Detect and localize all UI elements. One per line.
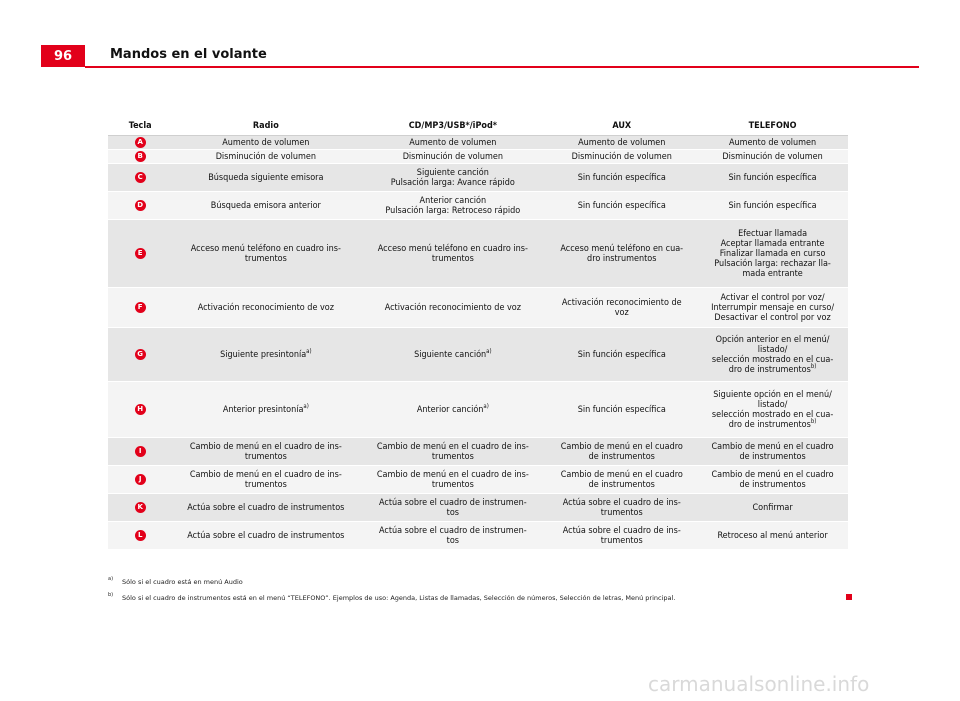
table-cell <box>172 466 359 494</box>
table-row <box>108 136 848 150</box>
table-cell <box>697 192 848 220</box>
column-header: AUX <box>546 117 697 136</box>
table-cell <box>359 288 546 328</box>
cell-text: Cambio de menú en el cuadro de instrumentos <box>711 469 834 490</box>
table-row <box>108 438 848 466</box>
table-cell <box>172 220 359 288</box>
cell-text: Sin función específica <box>577 404 666 415</box>
key-badge: L <box>135 530 146 541</box>
cell-text: Anterior presintonía <box>222 404 304 415</box>
cell-text: Cambio de menú en el cuadro de ins- trumentos <box>189 469 342 490</box>
footnotes <box>108 578 848 610</box>
cell-text: Opción anterior en el menú/ listado/ selección mostrado en el cua- dro de instrumentos <box>711 334 834 375</box>
column-header: Tecla <box>108 117 172 136</box>
table-cell <box>546 288 697 328</box>
footnote <box>108 594 848 602</box>
cell-text: Actúa sobre el cuadro de instrumen- tos <box>379 525 527 546</box>
cell-text: Aumento de volumen <box>728 137 817 148</box>
table-cell <box>697 150 848 164</box>
cell-text: Actúa sobre el cuadro de ins- trumentos <box>562 525 681 546</box>
cell-text: Disminución de volumen <box>215 151 316 162</box>
table-header-row <box>108 117 848 136</box>
cell-text: Anterior canción Pulsación larga: Retroceso rápido <box>385 195 521 216</box>
key-cell <box>108 382 172 438</box>
table-cell <box>359 192 546 220</box>
key-cell <box>108 164 172 192</box>
cell-text: Actúa sobre el cuadro de instrumentos <box>187 530 345 541</box>
key-badge: E <box>135 248 146 259</box>
table-cell <box>359 328 546 382</box>
key-cell <box>108 150 172 164</box>
footnote-ref: b) <box>810 362 817 370</box>
table-row <box>108 220 848 288</box>
key-badge: A <box>135 137 146 148</box>
cell-text: Siguiente opción en el menú/ listado/ selección mostrado en el cua- dro de instrumentos <box>711 389 834 430</box>
key-cell <box>108 466 172 494</box>
key-badge: K <box>135 502 146 513</box>
cell-text: Acceso menú teléfono en cuadro ins- trumentos <box>377 243 528 264</box>
table-cell <box>546 494 697 522</box>
cell-text: Sin función específica <box>577 172 666 183</box>
table-row <box>108 192 848 220</box>
cell-text: Cambio de menú en el cuadro de ins- trumentos <box>376 469 529 490</box>
table-cell <box>172 438 359 466</box>
cell-text: Cambio de menú en el cuadro de ins- trumentos <box>376 441 529 462</box>
table-cell <box>697 220 848 288</box>
cell-text: Retroceso al menú anterior <box>717 530 828 541</box>
cell-text: Cambio de menú en el cuadro de instrumentos <box>711 441 834 462</box>
key-badge: B <box>135 151 146 162</box>
table-cell <box>359 164 546 192</box>
footnote-mark: a) <box>108 576 114 582</box>
table-cell <box>172 522 359 550</box>
table-cell <box>359 382 546 438</box>
key-badge: F <box>135 302 146 313</box>
key-cell <box>108 438 172 466</box>
table-cell <box>697 382 848 438</box>
cell-text: Activación reconocimiento de voz <box>384 302 521 313</box>
cell-text: Actúa sobre el cuadro de ins- trumentos <box>562 497 681 518</box>
cell-text: Confirmar <box>752 502 793 513</box>
key-cell <box>108 288 172 328</box>
table-cell <box>172 494 359 522</box>
table-cell <box>697 328 848 382</box>
cell-text: Activación reconocimiento de voz <box>561 297 682 318</box>
table-cell <box>546 220 697 288</box>
column-header: CD/MP3/USB*/iPod* <box>359 117 546 136</box>
table-cell <box>546 328 697 382</box>
cell-text: Cambio de menú en el cuadro de ins- trumentos <box>189 441 342 462</box>
cell-text: Disminución de volumen <box>722 151 823 162</box>
table-cell <box>546 164 697 192</box>
table-cell <box>172 164 359 192</box>
table-row <box>108 494 848 522</box>
watermark: carmanualsonline.info <box>648 672 870 696</box>
cell-text: Cambio de menú en el cuadro de instrumentos <box>560 469 683 490</box>
cell-text: Acceso menú teléfono en cua- dro instrumentos <box>560 243 684 264</box>
column-header: TELEFONO <box>697 117 848 136</box>
table-cell <box>546 522 697 550</box>
cell-text: Siguiente presintonía <box>220 349 307 360</box>
table-cell <box>172 328 359 382</box>
table-cell <box>697 288 848 328</box>
cell-text: Disminución de volumen <box>402 151 503 162</box>
footnote-text: Sólo si el cuadro de instrumentos está en el menú “TELEFONO”. Ejemplos de uso: Agenda, Listas de llamadas, Selección de números, Selección de letras, Menú principal. <box>122 594 676 602</box>
table-cell <box>546 466 697 494</box>
cell-text: Sin función específica <box>728 172 817 183</box>
table-cell <box>359 220 546 288</box>
table-cell <box>172 382 359 438</box>
table-cell <box>697 522 848 550</box>
cell-text: Efectuar llamada Aceptar llamada entrante Finalizar llamada en curso Pulsación larga: rechazar lla- mada entrante <box>714 228 831 279</box>
footnote-ref: b) <box>810 417 817 425</box>
table-row <box>108 522 848 550</box>
table-cell <box>172 192 359 220</box>
cell-text: Activación reconocimiento de voz <box>197 302 334 313</box>
table-row <box>108 288 848 328</box>
cell-text: Búsqueda emisora anterior <box>210 200 321 211</box>
table-cell <box>546 438 697 466</box>
table-cell <box>546 150 697 164</box>
table-row <box>108 328 848 382</box>
key-badge: D <box>135 200 146 211</box>
page-title: Mandos en el volante <box>110 47 267 62</box>
table-row <box>108 466 848 494</box>
table-cell <box>546 192 697 220</box>
cell-text: Siguiente canción <box>414 349 487 360</box>
table-cell <box>359 466 546 494</box>
table-cell <box>359 494 546 522</box>
steering-controls-table <box>108 117 848 550</box>
table-cell <box>359 522 546 550</box>
table-cell <box>697 494 848 522</box>
table-row <box>108 164 848 192</box>
key-badge: G <box>135 349 146 360</box>
cell-text: Anterior canción <box>416 404 484 415</box>
cell-text: Búsqueda siguiente emisora <box>208 172 324 183</box>
key-badge: H <box>135 404 146 415</box>
cell-text: Actúa sobre el cuadro de instrumentos <box>187 502 345 513</box>
key-cell <box>108 494 172 522</box>
column-header: Radio <box>172 117 359 136</box>
cell-text: Activar el control por voz/ Interrumpir mensaje en curso/ Desactivar el control por voz <box>711 292 835 323</box>
cell-text: Disminución de volumen <box>571 151 672 162</box>
footnote-ref: a) <box>306 347 312 355</box>
footnote-ref: a) <box>483 402 489 410</box>
cell-text: Aumento de volumen <box>222 137 310 148</box>
cell-text: Actúa sobre el cuadro de instrumen- tos <box>379 497 527 518</box>
key-cell <box>108 136 172 150</box>
cell-text: Aumento de volumen <box>578 137 666 148</box>
table-cell <box>697 466 848 494</box>
table-cell <box>546 382 697 438</box>
cell-text: Siguiente canción Pulsación larga: Avance rápido <box>390 167 515 188</box>
table-cell <box>359 438 546 466</box>
cell-text: Sin función específica <box>577 200 666 211</box>
table-cell <box>359 150 546 164</box>
cell-text: Aumento de volumen <box>409 137 497 148</box>
table-cell <box>697 438 848 466</box>
table-cell <box>697 136 848 150</box>
table-row <box>108 150 848 164</box>
key-cell <box>108 192 172 220</box>
cell-text: Cambio de menú en el cuadro de instrumentos <box>560 441 683 462</box>
table-row <box>108 382 848 438</box>
footnote-text: Sólo si el cuadro está en menú Audio <box>122 578 243 586</box>
key-badge: I <box>135 446 146 457</box>
footnote-ref: a) <box>303 402 309 410</box>
section-end-marker <box>846 594 852 600</box>
footnote-ref: a) <box>486 347 492 355</box>
key-badge: J <box>135 474 146 485</box>
key-cell <box>108 328 172 382</box>
table-cell <box>546 136 697 150</box>
table-cell <box>697 164 848 192</box>
table-cell <box>172 288 359 328</box>
footnote <box>108 578 848 586</box>
cell-text: Sin función específica <box>728 200 817 211</box>
cell-text: Sin función específica <box>577 349 666 360</box>
header-rule <box>85 66 919 68</box>
table-cell <box>172 136 359 150</box>
table-cell <box>359 136 546 150</box>
key-cell <box>108 522 172 550</box>
key-cell <box>108 220 172 288</box>
page-number: 96 <box>41 45 85 67</box>
cell-text: Acceso menú teléfono en cuadro ins- trumentos <box>190 243 341 264</box>
key-badge: C <box>135 172 146 183</box>
footnote-mark: b) <box>108 592 114 598</box>
table-cell <box>172 150 359 164</box>
